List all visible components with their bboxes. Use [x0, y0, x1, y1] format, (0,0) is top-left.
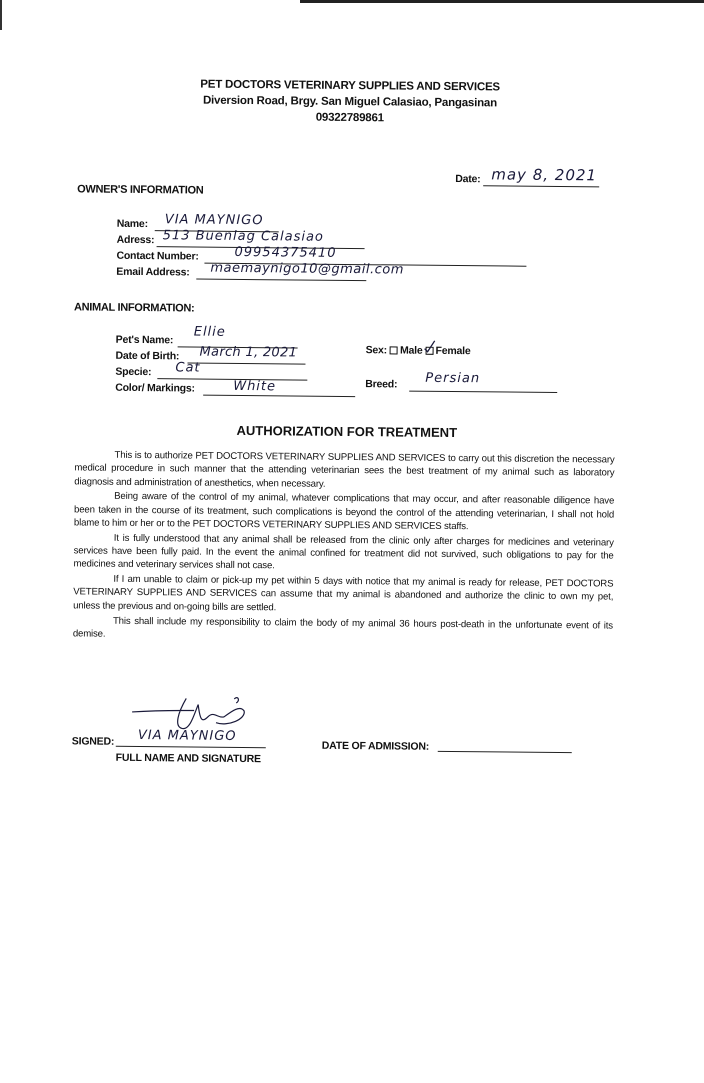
date-label: Date:: [455, 173, 481, 186]
authorization-title: AUTHORIZATION FOR TREATMENT: [236, 422, 458, 441]
date-of-admission-line: [438, 751, 572, 753]
email-label: Email Address:: [116, 265, 190, 279]
paragraph: It is fully understood that any animal shall be released from the clinic only after charges for medicines and veterinary services have been fully paid. In the event the animal confined for treatment did not survived, such obligations to pay for the medicines and veterinary services shall not case.: [73, 532, 614, 572]
pet-name-value: Ellie: [193, 324, 226, 340]
check-mark-icon: [423, 340, 437, 354]
date-of-admission-label: DATE OF ADMISSION:: [321, 739, 430, 753]
sex-field: [366, 344, 471, 357]
email-value: maemaynigo10@gmail.com: [210, 260, 405, 278]
breed-value: Persian: [425, 370, 481, 387]
contact-number-label: Contact Number:: [116, 249, 199, 263]
color-value: White: [233, 378, 277, 395]
owner-section-title: OWNER'S INFORMATION: [77, 183, 204, 197]
owner-address-label: Adress:: [116, 233, 155, 247]
dob-line: [187, 362, 305, 364]
clinic-phone: 09322789861: [315, 111, 384, 125]
animal-section-title: ANIMAL INFORMATION:: [73, 301, 195, 315]
email-line: [196, 279, 366, 282]
breed-label: Breed:: [365, 378, 398, 391]
female-checkbox[interactable]: [425, 347, 433, 355]
paragraph: This is to authorize PET DOCTORS VETERINARY SUPPLIES AND SERVICES to carry out this discretion the necessary medical procedure in such manner that the attending veterinarian sees the best treatment of my animal such as laboratory diagnosis and administration of anesthetics, when necessary.: [74, 449, 615, 490]
male-option-label: Male: [399, 344, 423, 357]
date-value: may 8, 2021: [491, 165, 598, 185]
owner-address-value: 513 Buenlag Calasiao: [162, 228, 324, 245]
paragraph: This shall include my responsibility to claim the body of my animal 36 hours post-death in the unfortunate event of its demise.: [72, 615, 614, 640]
contact-number-value: 09954375410: [234, 244, 337, 261]
specie-value: Cat: [175, 360, 201, 376]
clinic-address: Diversion Road, Brgy. San Miguel Calasiao, Pangasinan: [202, 94, 498, 110]
pet-name-label: Pet's Name:: [115, 333, 174, 347]
dob-label: Date of Birth:: [115, 349, 180, 363]
sex-label: Sex:: [365, 344, 388, 357]
clinic-name: PET DOCTORS VETERINARY SUPPLIES AND SERVICES: [200, 78, 500, 94]
full-name-caption: FULL NAME AND SIGNATURE: [115, 751, 261, 766]
specie-label: Specie:: [115, 365, 152, 379]
breed-line: [409, 391, 557, 393]
paragraph: If I am unable to claim or pick-up my pet within 5 days with notice that my animal is ready for release, PET DOCTORS VETERINARY SUPPLIES AND SERVICES can assume that my animal is abandoned and authorize the clinic to own my pet, unless the previous and on-going bills are settled.: [73, 573, 614, 614]
signed-label: SIGNED:: [71, 735, 115, 748]
male-checkbox[interactable]: [390, 347, 398, 355]
paragraph: Being aware of the control of my animal, whatever complications that may occur, and after reasonable diligence have been taken in the course of its treatment, such complications is beyond the control of the attending veterinarian, I shall not hold blame to him or her or to the PET DOCTORS VETERINARY SUPPLIES AND SERVICES staffs.: [73, 491, 615, 533]
owner-name-label: Name:: [116, 217, 148, 231]
color-line: [203, 395, 355, 397]
date-line: [483, 185, 599, 187]
signed-name-value: VIA MAYNIGO: [137, 727, 237, 744]
dob-value: March 1, 2021: [199, 344, 298, 361]
owner-name-value: VIA MAYNIGO: [164, 212, 264, 229]
signature-line: [116, 746, 266, 748]
female-option-label: Female: [435, 344, 471, 358]
color-label: Color/ Markings:: [115, 381, 195, 395]
authorization-body: [73, 448, 615, 647]
